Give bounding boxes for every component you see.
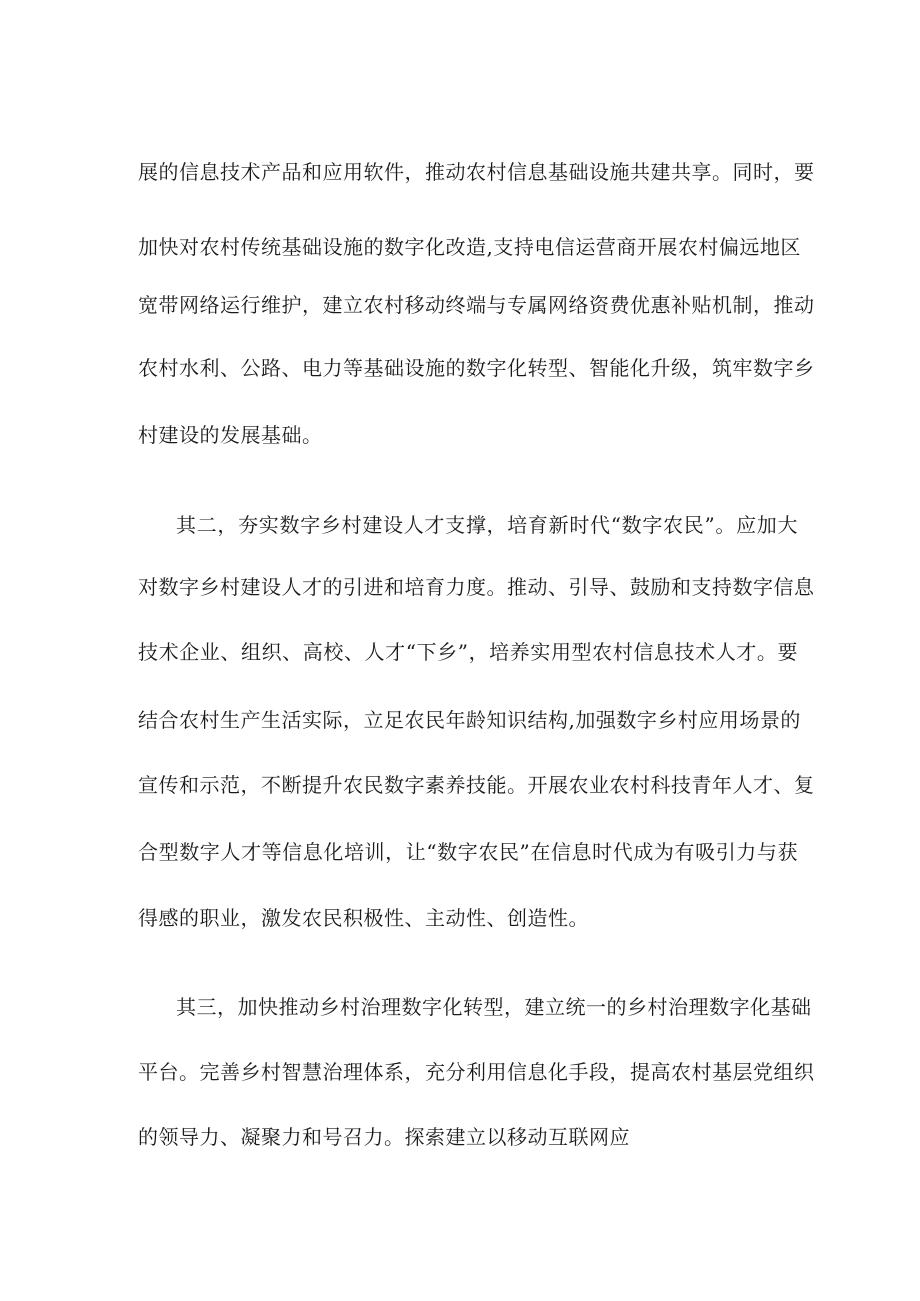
p1-line-3: 宽带网络运行维护，建立农村移动终端与专属网络资费优惠补贴机制，推动 <box>138 293 815 317</box>
p2-line-2: 对数字乡村建设人才的引进和培育力度。推动、引导、鼓励和支持数字信息 <box>138 575 815 599</box>
p2-line-5: 宣传和示范，不断提升农民数字素养技能。开展农业农村科技青年人才、复 <box>138 773 815 797</box>
p2-line-3: 技术企业、组织、高校、人才“下乡”，培养实用型农村信息技术人才。要 <box>138 640 798 664</box>
p3-line-1: 其三，加快推动乡村治理数字化转型，建立统一的乡村治理数字化基础 <box>176 995 812 1019</box>
p1-line-4: 农村水利、公路、电力等基础设施的数字化转型、智能化升级，筑牢数字乡 <box>138 356 815 380</box>
p1-line-5: 村建设的发展基础。 <box>138 423 323 447</box>
p1-line-1: 展的信息技术产品和应用软件，推动农村信息基础设施共建共享。同时，要 <box>138 160 815 184</box>
p2-line-4: 结合农村生产生活实际，立足农民年龄知识结构,加强数字乡村应用场景的 <box>138 708 801 732</box>
p1-line-2: 加快对农村传统基础设施的数字化改造,支持电信运营商开展农村偏远地区 <box>138 235 801 259</box>
p2-line-7: 得感的职业，激发农民积极性、主动性、创造性。 <box>138 906 589 930</box>
p3-line-2: 平台。完善乡村智慧治理体系，充分利用信息化手段，提高农村基层党组织 <box>138 1060 815 1084</box>
p2-line-6: 合型数字人才等信息化培训，让“数字农民”在信息时代成为有吸引力与获 <box>138 840 798 864</box>
p3-line-3: 的领导力、凝聚力和号召力。探索建立以移动互联网应 <box>138 1125 630 1149</box>
p2-line-1: 其二，夯实数字乡村建设人才支撑，培育新时代“数字农民”。应加大 <box>176 513 798 537</box>
